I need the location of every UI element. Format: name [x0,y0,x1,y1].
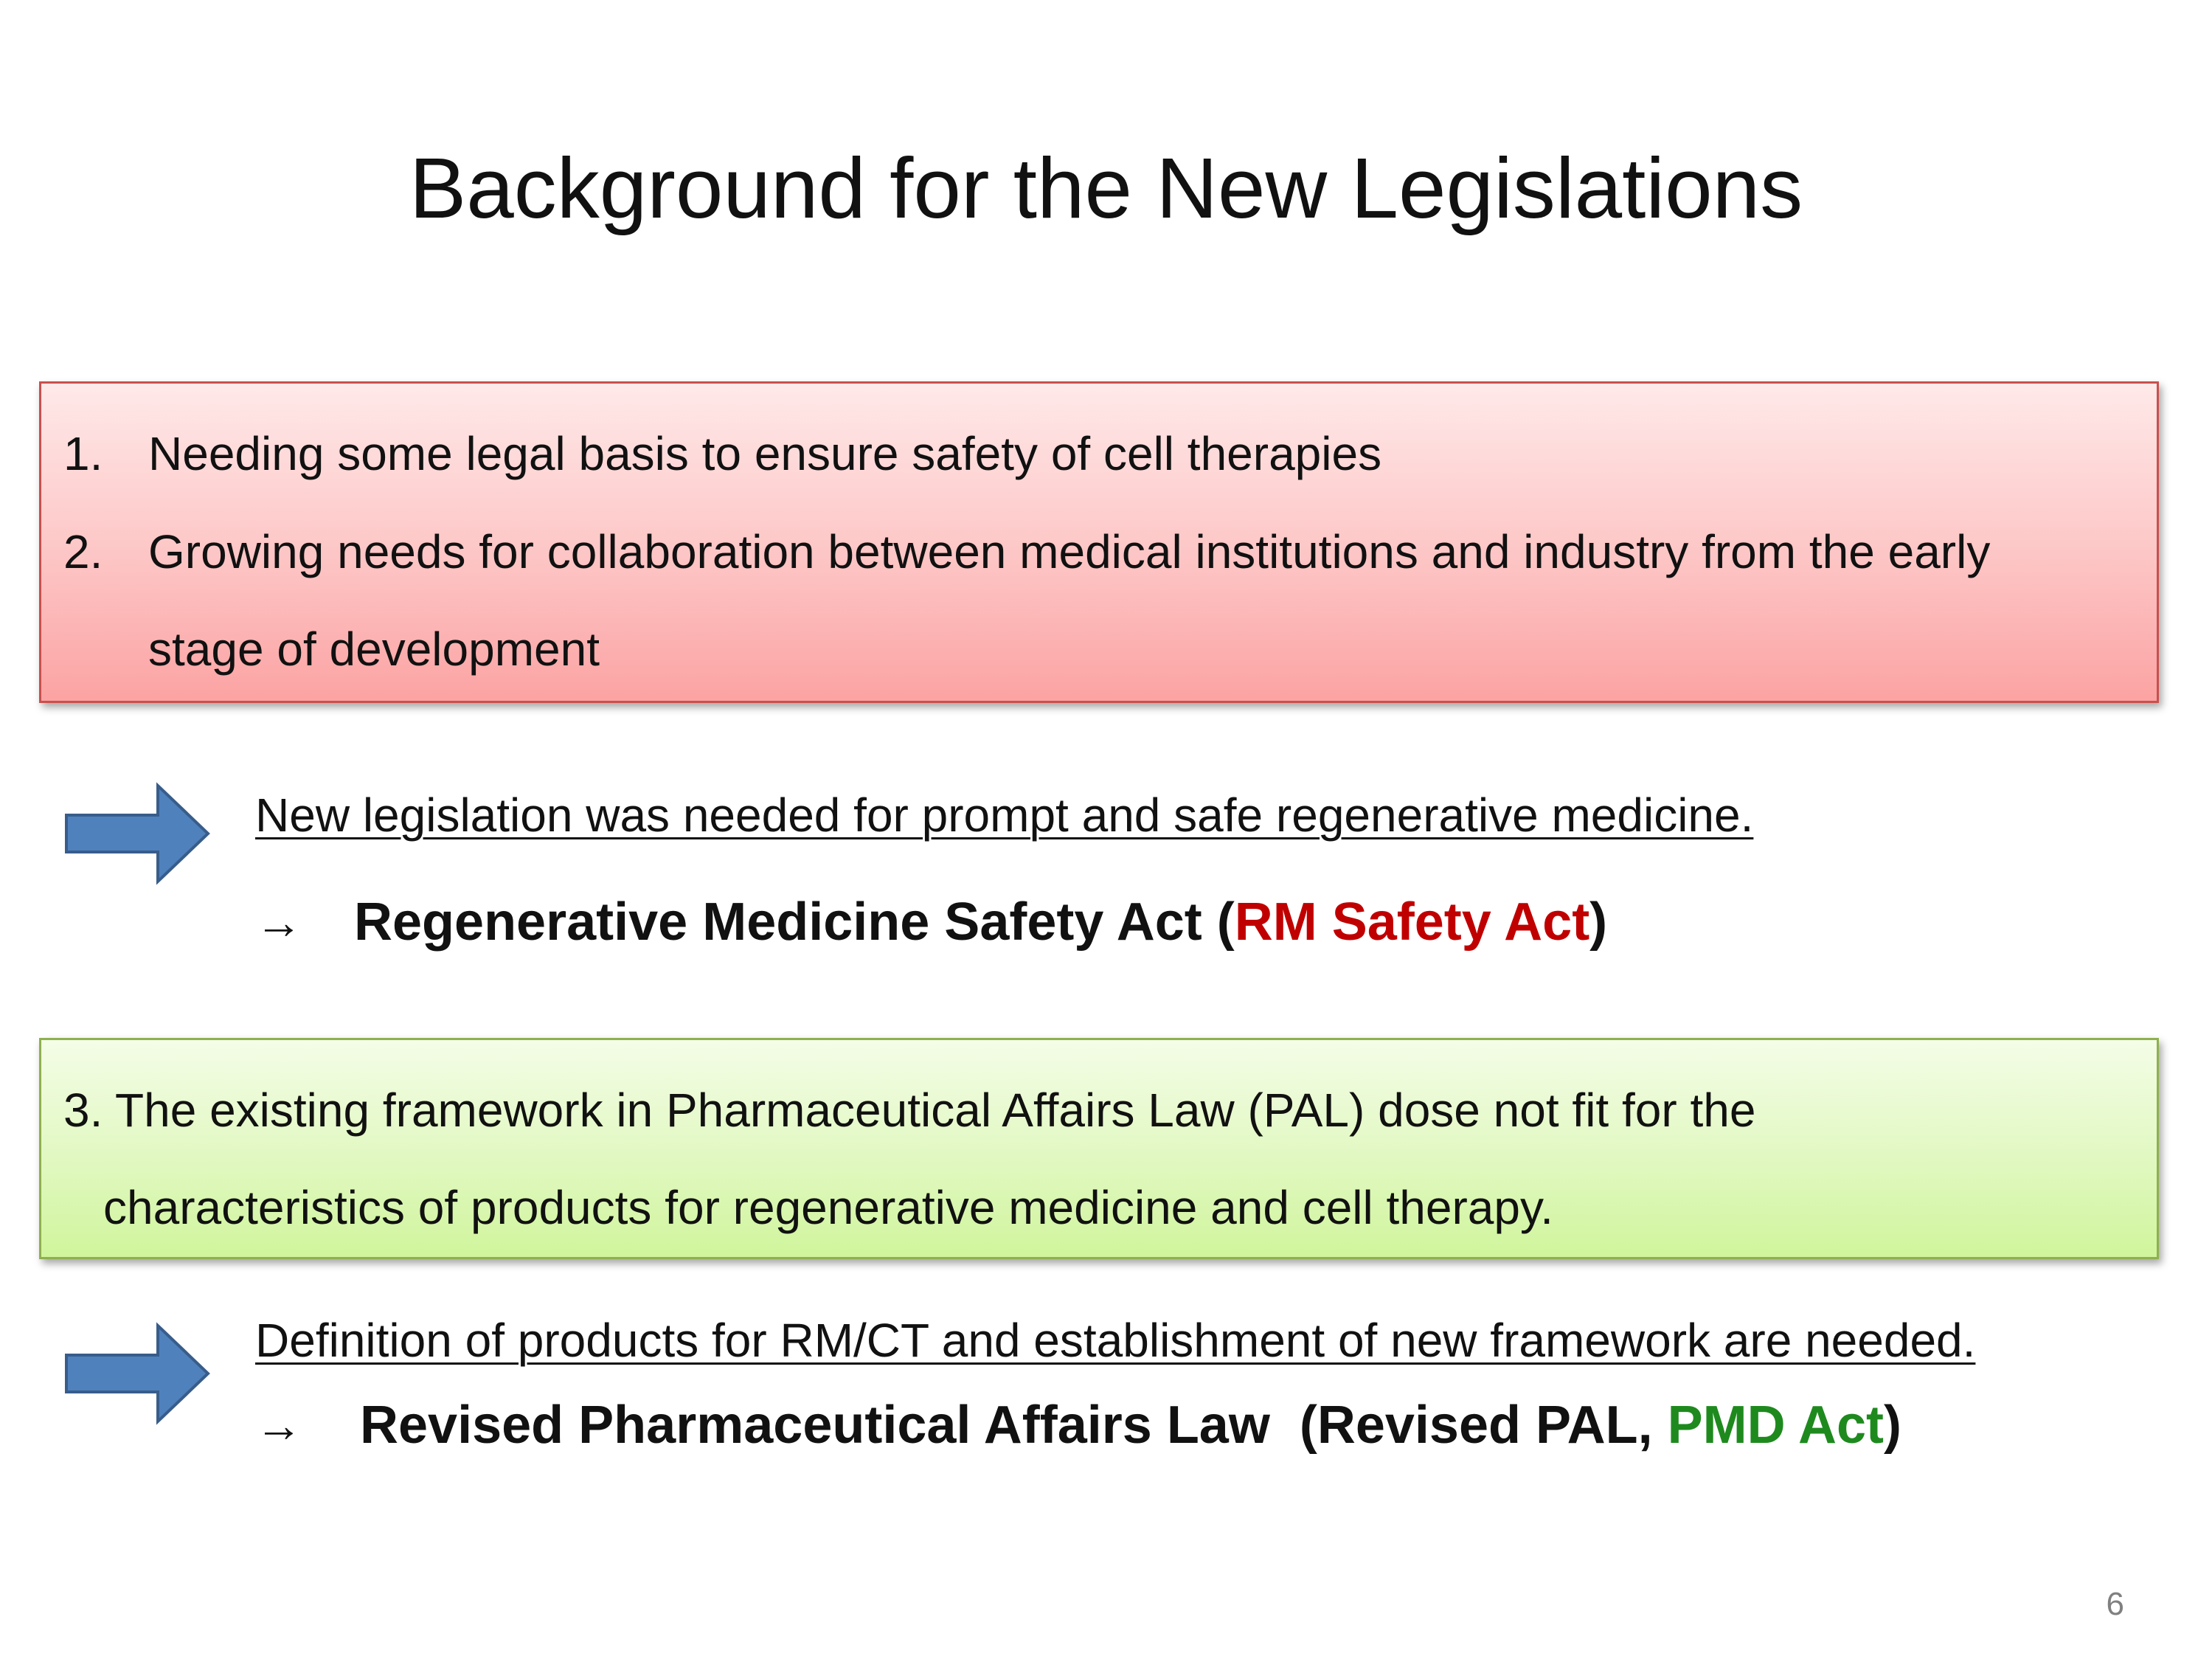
act-abbreviation: RM Safety Act [1234,893,1590,952]
right-arrow-icon [63,782,211,885]
right-arrow-icon [63,1322,211,1425]
item-3-text-line1: 3. The existing framework in Pharmaceutical Affairs Law (PAL) dose not fit for the [63,1084,1756,1137]
conclusion-2-arrow: → [255,1399,302,1452]
conclusion-2-statement: Definition of products for RM/CT and establishment of new framework are needed. [255,1314,1976,1367]
item-3-text-line2: characteristics of products for regenerative medicine and cell therapy. [103,1181,1553,1234]
framework-box [39,1038,2159,1259]
needs-box [39,381,2159,703]
item-1-number: 1. [63,427,103,480]
conclusion-1-statement: New legislation was needed for prompt and safe regenerative medicine. [255,789,1754,842]
act-name: Regenerative Medicine Safety Act ( [354,893,1235,952]
item-1-text: Needing some legal basis to ensure safety of cell therapies [148,427,1382,480]
act-name: Revised Pharmaceutical Affairs Law (Revised PAL, [360,1396,1668,1455]
item-2-text-line2: stage of development [148,623,600,676]
conclusion-1-arrow: → [255,896,302,949]
conclusion-1-act [354,893,1607,952]
slide-title: Background for the New Legislations [409,140,1803,236]
act-close: ) [1589,893,1608,952]
act-abbreviation: PMD Act [1667,1396,1884,1455]
item-2-number: 2. [63,525,103,578]
page-number: 6 [2106,1586,2124,1622]
item-2-text-line1: Growing needs for collaboration between medical institutions and industry from the early [148,525,1991,578]
conclusion-2-act [360,1396,1901,1455]
act-close: ) [1884,1396,1901,1455]
